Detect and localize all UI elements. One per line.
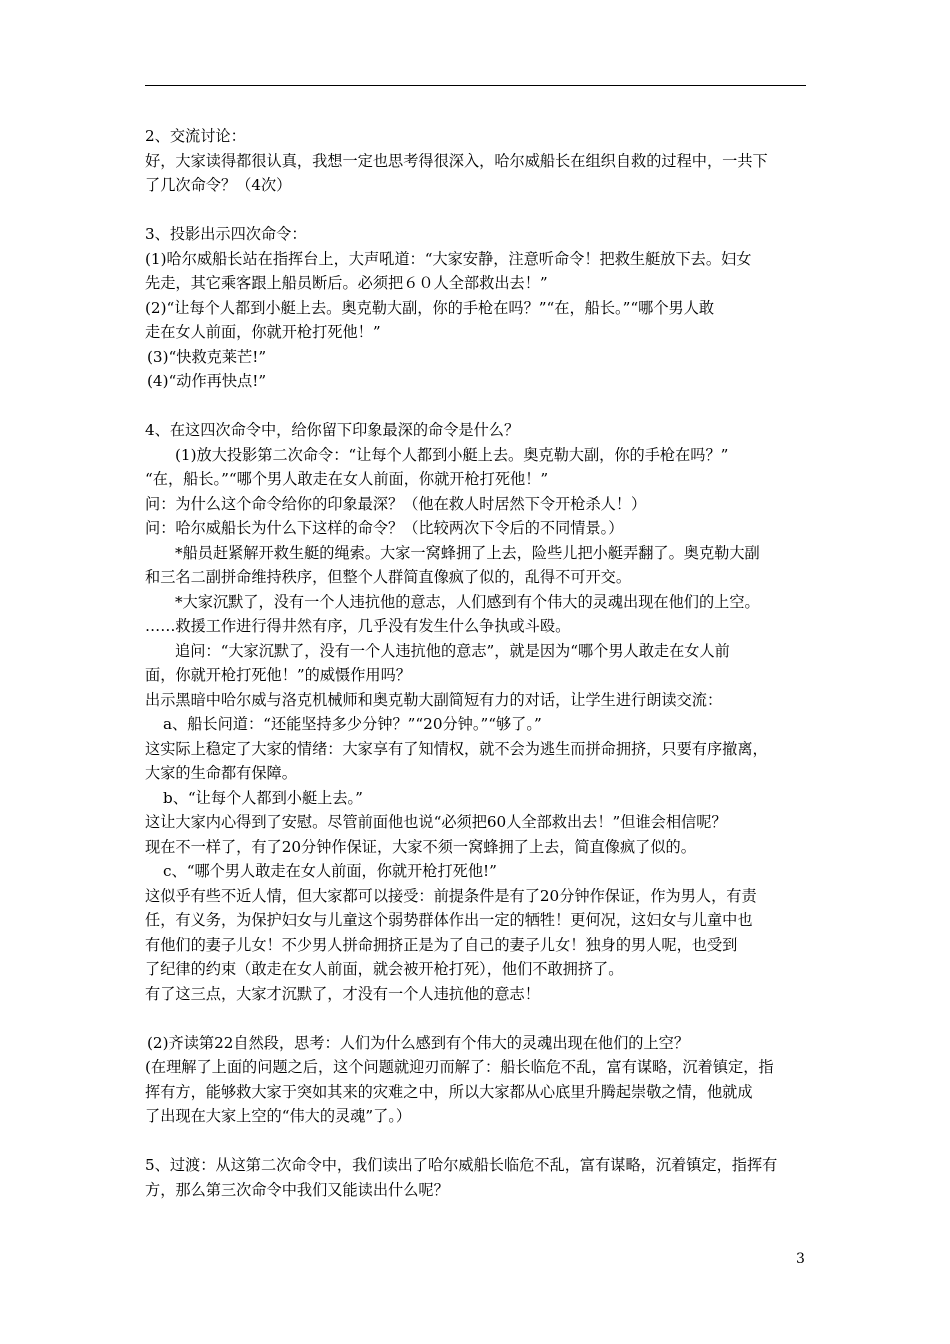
paragraph-line: “在，船长。”“哪个男人敢走在女人前面，你就开枪打死他！”: [145, 470, 549, 488]
paragraph-line: 这让大家内心得到了安慰。尽管前面他也说“必须把60人全部救出去！”但谁会相信呢？: [145, 813, 727, 831]
paragraph-line: 这似乎有些不近人情，但大家都可以接受：前提条件是有了20分钟作保证，作为男人，有责: [145, 886, 757, 905]
paragraph-line: (1)放大投影第二次命令：“让每个人都到小艇上去。奥克勒大副，你的手枪在吗？”: [175, 445, 729, 464]
paragraph-line: 有他们的妻子儿女！不少男人拼命拥挤正是为了自己的妻子儿女！独身的男人呢，也受到: [145, 935, 738, 954]
paragraph-line: 了出现在大家上空的“伟大的灵魂”了。）: [145, 1107, 412, 1125]
dialog-b-line: b、“让每个人都到小艇上去。”: [163, 788, 363, 807]
section-2-heading: 2、交流讨论：: [145, 127, 246, 145]
command-4-line: (4)“动作再快点!”: [147, 372, 267, 390]
paragraph-line: 现在不一样了，有了20分钟作保证，大家不须一窝蜂拥了上去，简直像疯了似的。: [145, 837, 696, 856]
command-2-line: 走在女人前面，你就开枪打死他！”: [145, 323, 381, 341]
paragraph-line: (2)齐读第22自然段，思考：人们为什么感到有个伟大的灵魂出现在他们的上空？: [147, 1033, 690, 1052]
followup-line: 追问：“大家沉默了，没有一个人违抗他的意志”，就是因为“哪个男人敢走在女人前: [175, 641, 730, 660]
paragraph-line: 大家的生命都有保障。: [145, 764, 297, 782]
followup-line: 面，你就开枪打死他！”的威慑作用吗？: [145, 666, 411, 684]
dialog-a-line: a、船长问道：“还能坚持多少分钟？”“20分钟。”“够了。”: [163, 715, 542, 733]
paragraph-line: 了纪律的约束（敢走在女人前面，就会被开枪打死），他们不敢拥挤了。: [145, 960, 624, 978]
command-3-line: (3)“快救克莱芒!”: [147, 347, 267, 366]
page-body: [145, 124, 815, 1202]
command-1-line: (1)哈尔威船长站在指挥台上，大声吼道：“大家安静，注意听命令！把救生艇放下去。妇女: [145, 249, 752, 268]
dialog-c-line: c、“哪个男人敢走在女人前面，你就开枪打死他!”: [163, 862, 497, 880]
scene-line: *船员赶紧解开救生艇的绳索。大家一窝蜂拥了上去，险些儿把小艇弄翻了。奥克勒大副: [175, 543, 760, 562]
question-line: 问：哈尔威船长为什么下这样的命令？（比较两次下令后的不同情景。）: [145, 519, 624, 537]
header-rule: [145, 85, 806, 86]
paragraph-line: 了几次命令？（4次）: [145, 176, 292, 194]
paragraph-line: 好，大家读得都很认真，我想一定也思考得很深入，哈尔威船长在组织自救的过程中，一共下: [145, 151, 768, 170]
paragraph-line: 挥有方，能够救大家于突如其来的灾难之中，所以大家都从心底里升腾起崇敬之情，他就成: [145, 1082, 753, 1101]
page-number: 3: [796, 1251, 805, 1267]
paragraph-line: 任，有义务，为保护妇女与儿童这个弱势群体作出一定的牺牲！更何况，这妇女与儿童中也: [145, 911, 753, 929]
paragraph-line: 这实际上稳定了大家的情绪：大家享有了知情权，就不会为逃生而拼命拥挤，只要有序撤离，: [145, 739, 768, 758]
paragraph-line: 出示黑暗中哈尔威与洛克机械师和奥克勒大副简短有力的对话，让学生进行朗读交流：: [145, 690, 723, 709]
paragraph-line: (在理解了上面的问题之后，这个问题就迎刃而解了：船长临危不乱，富有谋略，沉着镇定，指: [145, 1058, 774, 1076]
scene-line: ……救援工作进行得井然有序，几乎没有发生什么争执或斗殴。: [145, 617, 571, 635]
scene-line: *大家沉默了，没有一个人违抗他的意志，人们感到有个伟大的灵魂出现在他们的上空。: [175, 592, 760, 611]
question-line: 问：为什么这个命令给你的印象最深？（他在救人时居然下令开枪杀人！）: [145, 494, 647, 513]
section-5-line: 5、过渡：从这第二次命令中，我们读出了哈尔威船长临危不乱，富有谋略，沉着镇定，指挥有: [145, 1156, 778, 1174]
section-3-heading: 3、投影出示四次命令：: [145, 225, 307, 243]
paragraph-line: 有了这三点，大家才沉默了，才没有一个人违抗他的意志！: [145, 984, 540, 1003]
section-4-heading: 4、在这四次命令中，给你留下印象最深的命令是什么？: [145, 421, 520, 439]
scene-line: 和三名二副拼命维持秩序，但整个人群简直像疯了似的，乱得不可开交。: [145, 568, 631, 586]
section-5-line: 方，那么第三次命令中我们又能读出什么呢？: [145, 1180, 449, 1199]
command-1-line: 先走，其它乘客跟上船员断后。必须把６０人全部救出去！”: [145, 274, 548, 292]
command-2-line: (2)“让每个人都到小艇上去。奥克勒大副，你的手枪在吗？”“在，船长。”“哪个男人敢: [145, 298, 715, 317]
